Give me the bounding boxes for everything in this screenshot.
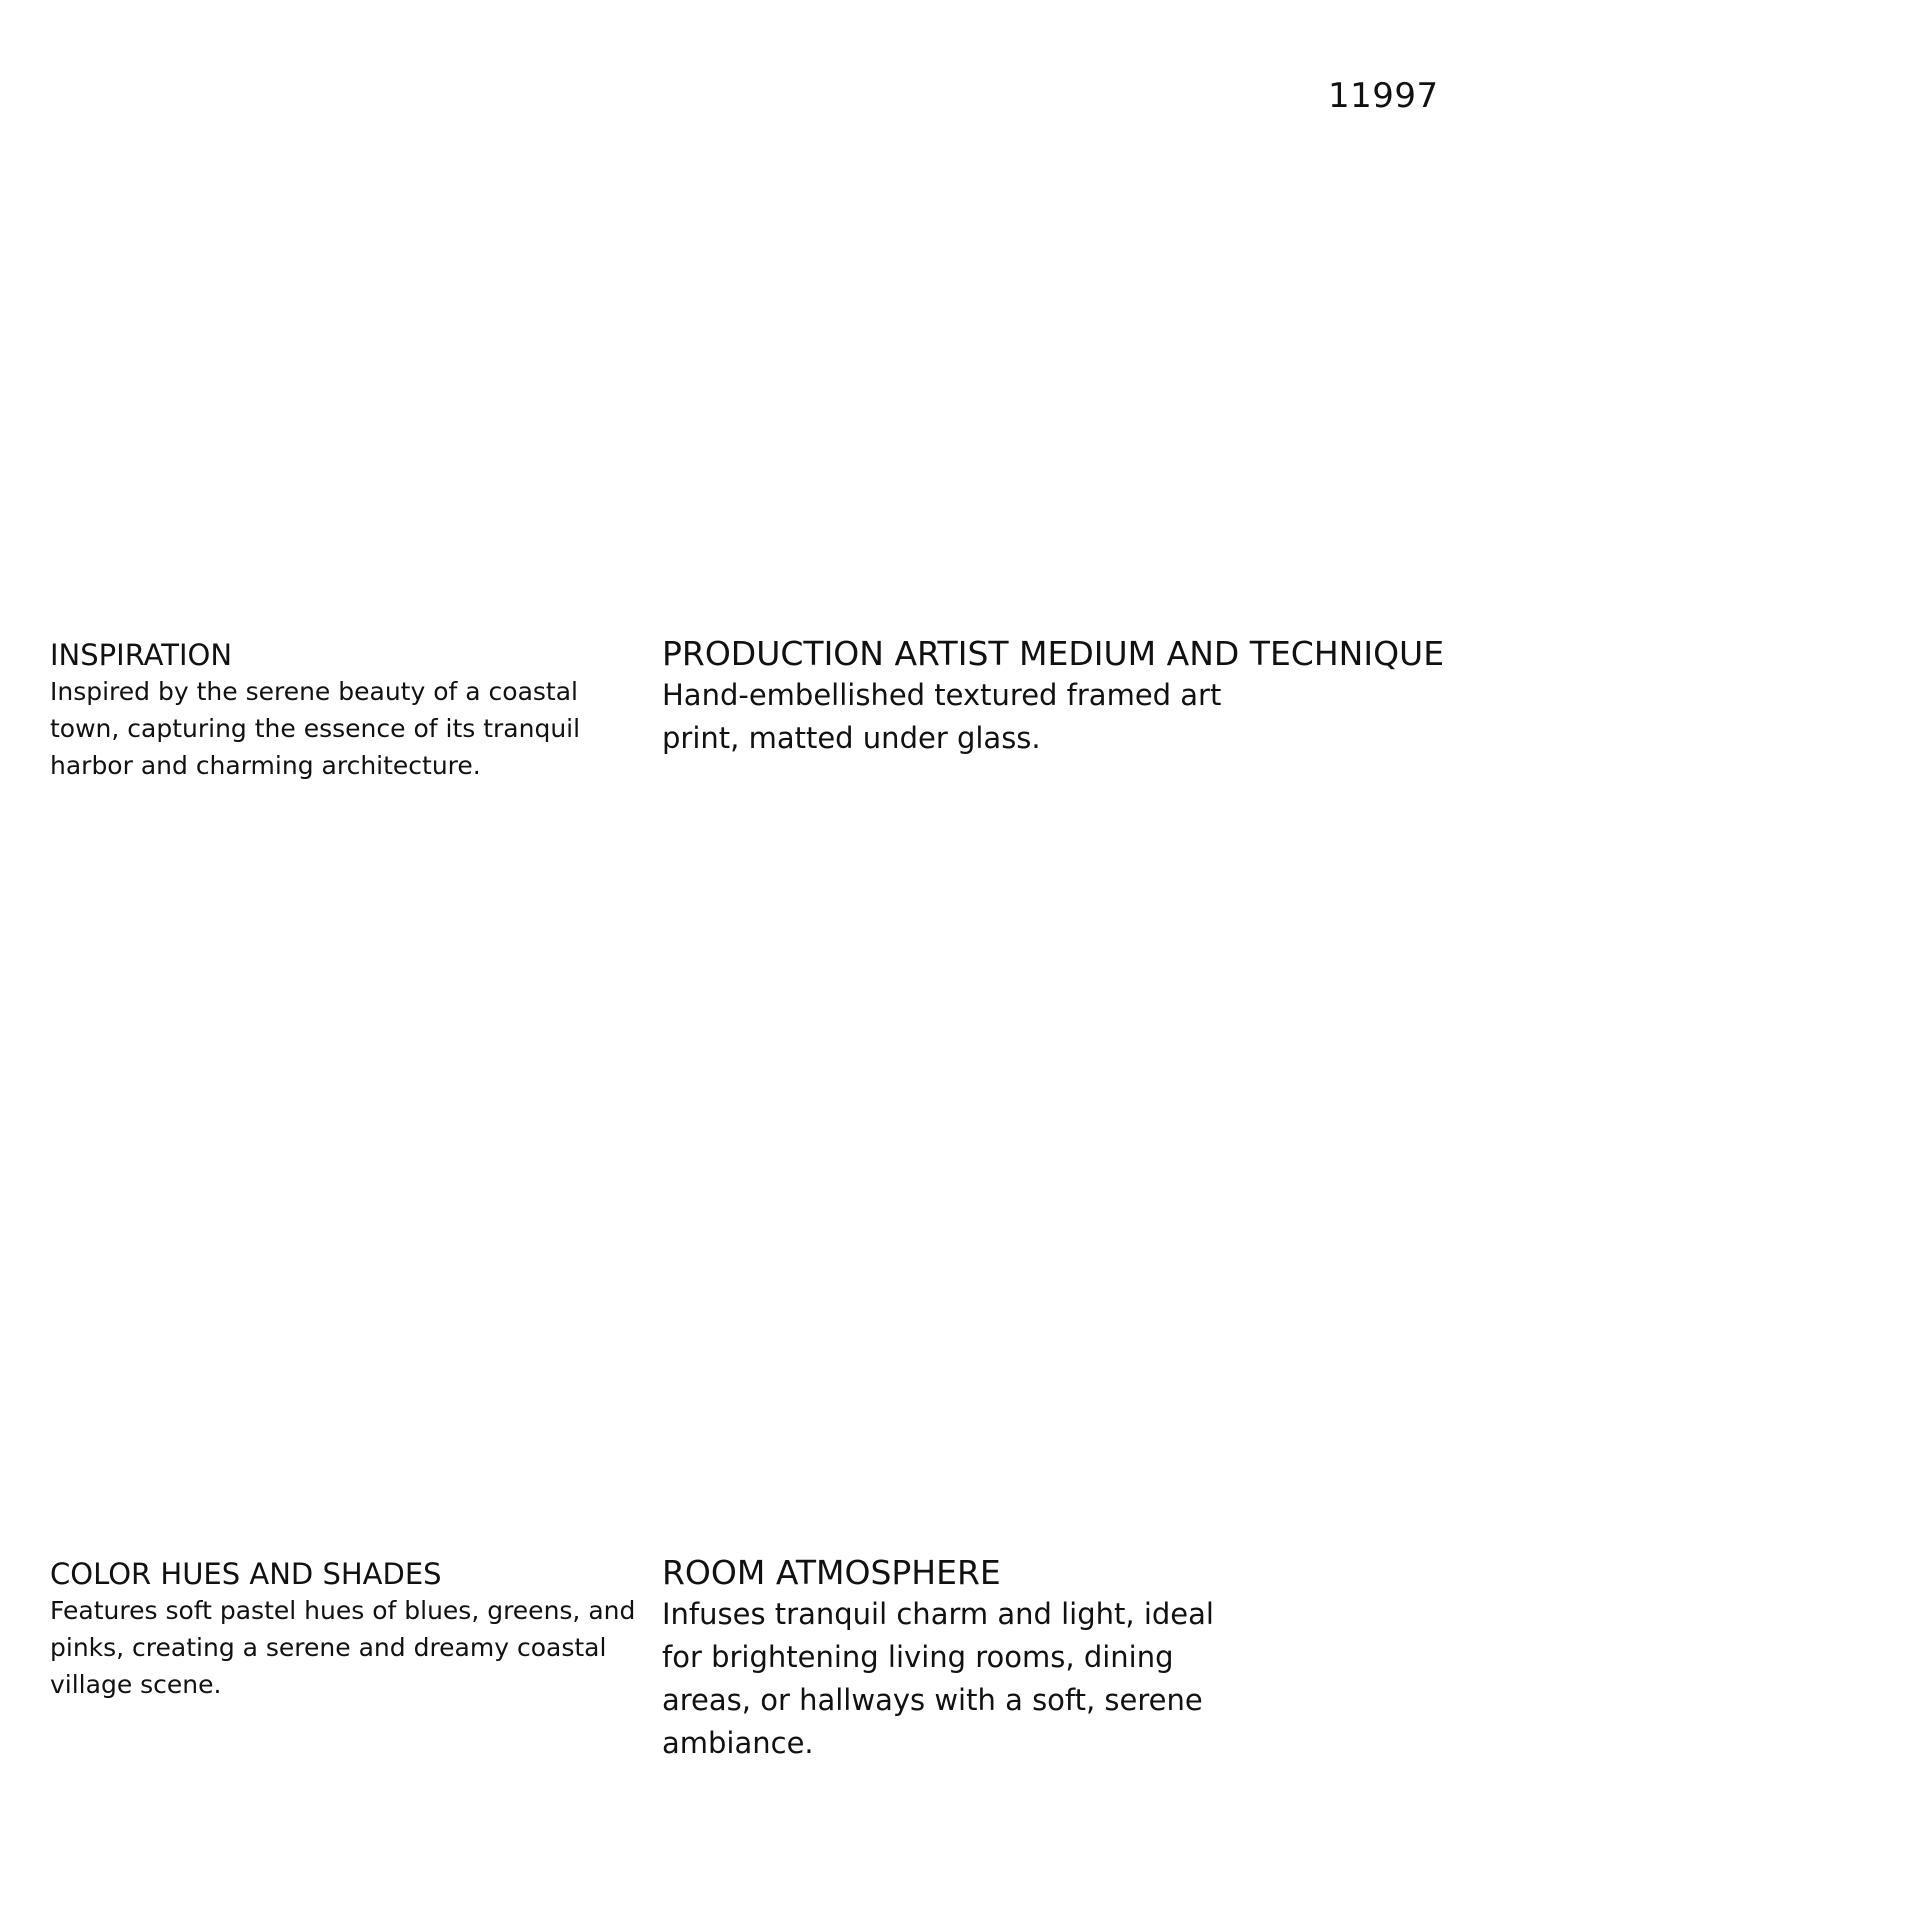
inspiration-heading: INSPIRATION: [50, 638, 233, 672]
medium-technique-text: [662, 674, 1362, 760]
inspiration-text: Inspired by the serene beauty of a coastal town, capturing the essence of its tranquil harbor and charming architecture.: [50, 676, 581, 780]
room-atmosphere-heading: ROOM ATMOSPHERE: [662, 1553, 1001, 1592]
medium-technique-line-1: Hand-embellished textured framed art: [662, 677, 1222, 712]
product-number: 11997: [1328, 76, 1439, 116]
room-atmosphere-section: [662, 1553, 1222, 1765]
color-hues-text: Features soft pastel hues of blues, greens, and pinks, creating a serene and dreamy coastal village scene.: [50, 1595, 636, 1699]
room-atmosphere-text: Infuses tranquil charm and light, ideal for brightening living rooms, dining areas, or hallways with a soft, serene ambiance.: [662, 1596, 1214, 1760]
inspiration-section: [50, 638, 640, 784]
color-hues-section: [50, 1557, 640, 1703]
medium-technique-line-2: print, matted under glass.: [662, 720, 1041, 755]
color-hues-heading: COLOR HUES AND SHADES: [50, 1557, 442, 1591]
medium-technique-section: [662, 634, 1445, 760]
medium-technique-heading: PRODUCTION ARTIST MEDIUM AND TECHNIQUE: [662, 634, 1445, 673]
